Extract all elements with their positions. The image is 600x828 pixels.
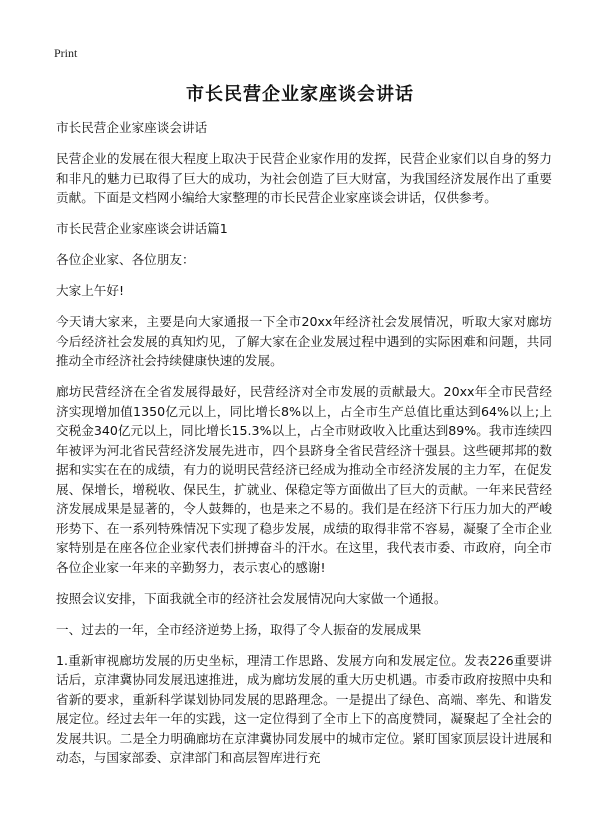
body-paragraph: 廊坊民营经济在全省发展得最好，民营经济对全市发展的贡献最大。20xx年全市民营经济实现增加值1350亿元以上，同比增长8%以上，占全市生产总值比重达到64%以上;上交税金340亿元以上，同比增长15.3%以上，占全市财政收入比重达到89%。我市连续四年被评为河北省民营经济发展先进市，四个县跻身全省民营经济十强县。这些硬邦邦的数据和实实在在的成绩，有力的说明民营经济已经成为推动全市经济发展的主力军，在促发展、保增长，增税收、保民生，扩就业、保稳定等方面做出了巨大的贡献。一年来民营经济发展成果是显著的，令人鼓舞的，也是来之不易的。我们是在经济下行压力加大的严峻形势下、在一系列特殊情况下实现了稳步发展，成绩的取得非常不容易，凝聚了全市企业家特别是在座各位企业家代表们拼搏奋斗的汗水。在这里，我代表市委、市政府，向全市各位企业家一年来的辛勤努力，表示衷心的感谢! — [56, 384, 552, 575]
body-paragraph: 按照会议安排，下面我就全市的经济社会发展情况向大家做一个通报。 — [56, 590, 447, 606]
section-heading: 一、过去的一年，全市经济逆势上扬，取得了令人振奋的发展成果 — [56, 621, 422, 637]
salutation-paragraph: 各位企业家、各位朋友： — [56, 252, 195, 267]
intro-paragraph: 民营企业的发展在很大程度上取决于民营企业家作用的发挥，民营企业家们以自身的努力和非凡的魅力已取得了巨大的成功，为社会创造了巨大财富，为我国经济发展作出了重要贡献。下面是文档网小编给大家整理的市长民营企业家座谈会讲话，仅供参考。 — [56, 151, 552, 205]
document-title: 市长民营企业家座谈会讲话 — [186, 84, 414, 105]
body-paragraph: 1.重新审视廊坊发展的历史坐标，理清工作思路、发展方向和发展定位。发表226重要讲话后，京津冀协同发展迅速推进，成为廊坊发展的重大历史机遇。市委市政府按照中央和省新的要求，重新科学谋划协同发展的思路理念。一是提出了绿色、高端、率先、和谐发展定位。经过去年一年的实践，这一定位得到了全市上下的高度赞同，凝聚起了全社会的发展共识。二是全力明确廊坊在京津冀协同发展中的城市定位。紧盯国家顶层设计进展和动态，与国家部委、京津部门和高层智库进行充 — [56, 652, 552, 765]
print-link[interactable]: Print — [54, 46, 78, 60]
document-body — [56, 118, 552, 779]
section-heading: 市长民营企业家座谈会讲话篇1 — [56, 221, 228, 236]
greeting-paragraph: 大家上午好! — [56, 283, 125, 298]
body-paragraph: 今天请大家来，主要是向大家通报一下全市20xx年经济社会发展情况，听取大家对廊坊今后经济社会发展的真知灼见，了解大家在企业发展过程中遇到的实际困难和问题，共同推动全市经济社会持续健康快速的发展。 — [56, 314, 552, 368]
subtitle-paragraph: 市长民营企业家座谈会讲话 — [56, 120, 208, 135]
